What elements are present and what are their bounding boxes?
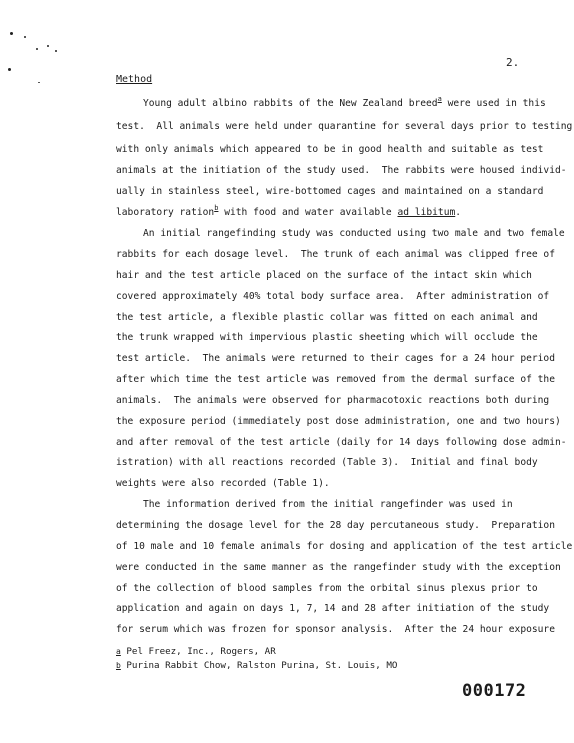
scan-speck (10, 32, 13, 35)
footnote-ref-b: b (214, 204, 219, 212)
paragraph-2-line-3: hair and the test article placed on the surface of the intact skin which (116, 270, 532, 281)
paragraph-2-line-6: the trunk wrapped with impervious plastic sheeting which will occlude the (116, 332, 538, 343)
scan-speck (8, 68, 11, 71)
footnote-b (116, 660, 397, 671)
footnote-b-mark: b (116, 661, 121, 670)
paragraph-1-line-4: animals at the initiation of the study used. The rabbits were housed individ- (116, 165, 567, 176)
paragraph-2-line-5: the test article, a flexible plastic collar was fitted on each animal and (116, 312, 538, 323)
paragraph-1-line-1: Young adult albino rabbits of the New Zealand breed$^a$ were used in this (143, 95, 546, 109)
paragraph-1-line-6: laboratory ration$^b$ with food and water available ad libitum. (116, 204, 462, 218)
paragraph-3-line-5: of the collection of blood samples from the orbital sinus plexus prior to (116, 583, 538, 594)
footnote-a-text: Pel Freez, Inc., Rogers, AR (126, 646, 276, 657)
scan-speck (55, 50, 57, 52)
section-heading: Method (116, 74, 153, 85)
paragraph-3-line-7: for serum which was frozen for sponsor analysis. After the 24 hour exposure (116, 624, 555, 635)
footnote-b-text: Purina Rabbit Chow, Ralston Purina, St. Louis, MO (126, 660, 398, 671)
paragraph-3-line-1: The information derived from the initial rangefinder was used in (143, 499, 513, 510)
footnote-a (116, 646, 276, 657)
paragraph-3-line-6: application and again on days 1, 7, 14 and 28 after initiation of the study (116, 603, 550, 614)
paragraph-2-line-12: istration) with all reactions recorded (Table 3). Initial and final body (116, 457, 538, 468)
paragraph-2-line-4: covered approximately 40% total body surface area. After administration of (116, 291, 550, 302)
paragraph-2-line-13: weights were also recorded (Table 1). (116, 478, 330, 489)
scan-speck (47, 45, 49, 47)
paragraph-3-line-4: were conducted in the same manner as the rangefinder study with the exception (116, 562, 561, 573)
scan-speck (36, 48, 38, 50)
paragraph-2-line-10: the exposure period (immediately post dose administration, one and two hours) (116, 416, 561, 427)
paragraph-1-line-3: with only animals which appeared to be in good health and suitable as test (116, 144, 544, 155)
paragraph-2-line-11: and after removal of the test article (daily for 14 days following dose admin- (116, 437, 567, 448)
paragraph-3-line-3: of 10 male and 10 female animals for dosing and application of the test article (116, 541, 573, 552)
paragraph-2-line-8: after which time the test article was removed from the dermal surface of the (116, 374, 555, 385)
footnote-ref-a: a (437, 95, 442, 103)
paragraph-2-line-7: test article. The animals were returned to their cages for a 24 hour period (116, 353, 555, 364)
paragraph-1-line-5: ually in stainless steel, wire-bottomed cages and maintained on a standard (116, 186, 544, 197)
ad-libitum: ad libitum (397, 207, 456, 218)
paragraph-1-line-2: test. All animals were held under quarantine for several days prior to testing (116, 121, 573, 132)
paragraph-2-line-1: An initial rangefinding study was conducted using two male and two female (143, 228, 565, 239)
paragraph-3-line-2: determining the dosage level for the 28 day percutaneous study. Preparation (116, 520, 555, 531)
page-number: 2. (506, 56, 520, 69)
footnote-a-mark: a (116, 647, 121, 656)
document-number: 000172 (462, 681, 527, 701)
paragraph-2-line-2: rabbits for each dosage level. The trunk of each animal was clipped free of (116, 249, 555, 260)
scan-speck (24, 36, 26, 38)
paragraph-2-line-9: animals. The animals were observed for pharmacotoxic reactions both during (116, 395, 550, 406)
scan-speck (38, 82, 40, 83)
